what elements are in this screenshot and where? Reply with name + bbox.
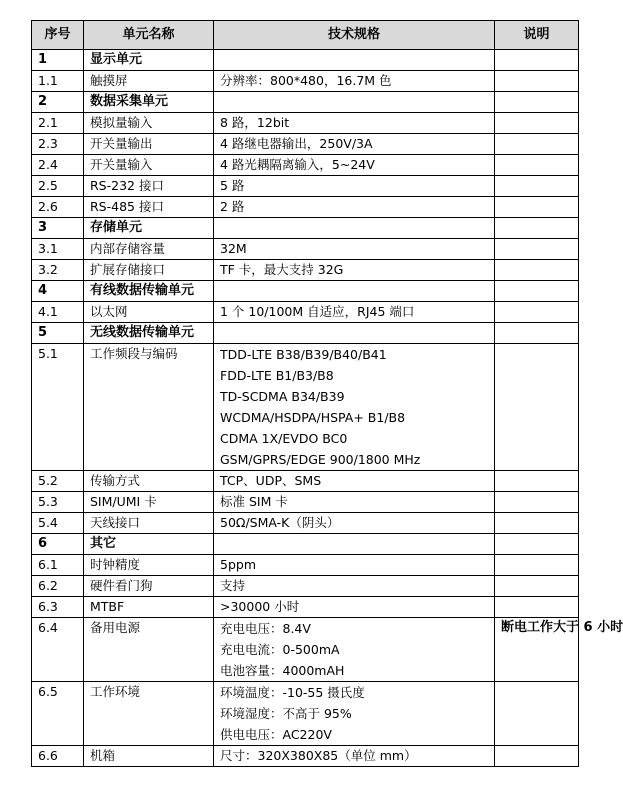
table-row [32, 344, 579, 471]
row-note [495, 71, 579, 92]
row-note [495, 302, 579, 323]
section-note-empty [495, 281, 579, 302]
row-note [495, 260, 579, 281]
section-row [32, 323, 579, 344]
row-unit-name: MTBF [84, 597, 214, 618]
row-unit-name: 内部存储容量 [84, 239, 214, 260]
row-index: 3.2 [32, 260, 84, 281]
section-note-empty [495, 534, 579, 555]
row-unit-name: 工作频段与编码 [84, 344, 214, 471]
row-index: 2.1 [32, 113, 84, 134]
table-row [32, 576, 579, 597]
row-note [495, 555, 579, 576]
table-body [32, 50, 623, 767]
table-row [32, 134, 579, 155]
header-note: 说明 [495, 21, 579, 50]
row-note [495, 576, 579, 597]
spec-table [31, 20, 623, 767]
row-index: 3.1 [32, 239, 84, 260]
row-unit-name: 工作环境 [84, 682, 214, 746]
table-row [32, 260, 579, 281]
section-title: 数据采集单元 [84, 92, 214, 113]
row-unit-name: 硬件看门狗 [84, 576, 214, 597]
row-note [495, 471, 579, 492]
row-spec: 尺寸：320X380X85（单位 mm） [214, 746, 495, 767]
row-index: 2.3 [32, 134, 84, 155]
table-row [32, 113, 579, 134]
row-spec: 5 路 [214, 176, 495, 197]
section-spec-empty [214, 281, 495, 302]
row-unit-name: 传输方式 [84, 471, 214, 492]
table-row [32, 197, 579, 218]
row-unit-name: 开关量输出 [84, 134, 214, 155]
section-index: 3 [32, 218, 84, 239]
row-unit-name: RS-485 接口 [84, 197, 214, 218]
table-row [32, 239, 579, 260]
row-spec: 8 路，12bit [214, 113, 495, 134]
row-spec: 支持 [214, 576, 495, 597]
row-index: 5.1 [32, 344, 84, 471]
row-index: 4.1 [32, 302, 84, 323]
section-title: 存储单元 [84, 218, 214, 239]
spec-line: GSM/GPRS/EDGE 900/1800 MHz [220, 452, 421, 467]
table-row [32, 682, 579, 746]
row-spec: 4 路光耦隔离输入，5~24V [214, 155, 495, 176]
spec-line: WCDMA/HSDPA/HSPA+ B1/B8 [220, 410, 406, 425]
section-title: 显示单元 [84, 50, 214, 71]
spec-line: 环境湿度：不高于 95% [220, 706, 352, 721]
row-note [495, 492, 579, 513]
table-row [32, 746, 579, 767]
table-row [32, 492, 579, 513]
table-header [32, 21, 579, 50]
table-row [32, 302, 579, 323]
row-unit-name: RS-232 接口 [84, 176, 214, 197]
row-index: 2.4 [32, 155, 84, 176]
row-index: 6.3 [32, 597, 84, 618]
row-unit-name: 模拟量输入 [84, 113, 214, 134]
header-row [32, 21, 579, 50]
row-spec [214, 682, 495, 746]
row-unit-name: 备用电源 [84, 618, 214, 682]
section-index: 5 [32, 323, 84, 344]
row-spec: 32M [214, 239, 495, 260]
row-index: 6.5 [32, 682, 84, 746]
section-row [32, 534, 579, 555]
section-title: 其它 [84, 534, 214, 555]
section-spec-empty [214, 50, 495, 71]
row-spec: TF 卡，最大支持 32G [214, 260, 495, 281]
row-spec: 1 个 10/100M 自适应，RJ45 端口 [214, 302, 495, 323]
table-row [32, 555, 579, 576]
spec-line: 电池容量：4000mAH [220, 663, 345, 678]
row-spec [214, 618, 495, 682]
spec-line: FDD-LTE B1/B3/B8 [220, 368, 334, 383]
section-spec-empty [214, 92, 495, 113]
section-spec-empty [214, 218, 495, 239]
row-note [495, 176, 579, 197]
section-note-empty [495, 218, 579, 239]
header-unit-name: 单元名称 [84, 21, 214, 50]
table-row [32, 471, 579, 492]
section-row [32, 218, 579, 239]
table-row [32, 597, 579, 618]
section-index: 1 [32, 50, 84, 71]
row-note: 断电工作大于 6 小时 [495, 618, 579, 682]
row-spec: >30000 小时 [214, 597, 495, 618]
spec-line: 供电电压：AC220V [220, 727, 332, 742]
section-spec-empty [214, 534, 495, 555]
table-row [32, 71, 579, 92]
row-index: 5.3 [32, 492, 84, 513]
spec-line: TD-SCDMA B34/B39 [220, 389, 345, 404]
row-note [495, 155, 579, 176]
row-unit-name: 机箱 [84, 746, 214, 767]
spec-line: 环境温度：-10-55 摄氏度 [220, 685, 365, 700]
row-unit-name: 以太网 [84, 302, 214, 323]
table-row [32, 155, 579, 176]
row-unit-name: 时钟精度 [84, 555, 214, 576]
section-title: 无线数据传输单元 [84, 323, 214, 344]
row-unit-name: 扩展存储接口 [84, 260, 214, 281]
spec-line: TDD-LTE B38/B39/B40/B41 [220, 347, 387, 362]
row-unit-name: SIM/UMI 卡 [84, 492, 214, 513]
section-note-empty [495, 92, 579, 113]
row-spec: TCP、UDP、SMS [214, 471, 495, 492]
row-index: 6.4 [32, 618, 84, 682]
row-index: 1.1 [32, 71, 84, 92]
row-note [495, 513, 579, 534]
row-note [495, 197, 579, 218]
section-row [32, 281, 579, 302]
table-row [32, 618, 579, 682]
row-spec: 分辨率：800*480，16.7M 色 [214, 71, 495, 92]
section-row [32, 50, 579, 71]
row-unit-name: 开关量输入 [84, 155, 214, 176]
table-row [32, 176, 579, 197]
section-spec-empty [214, 323, 495, 344]
header-index: 序号 [32, 21, 84, 50]
row-index: 2.5 [32, 176, 84, 197]
row-index: 2.6 [32, 197, 84, 218]
row-note [495, 746, 579, 767]
row-index: 5.4 [32, 513, 84, 534]
row-spec: 50Ω/SMA-K（阴头） [214, 513, 495, 534]
section-index: 6 [32, 534, 84, 555]
row-spec: 2 路 [214, 197, 495, 218]
row-index: 6.2 [32, 576, 84, 597]
row-index: 5.2 [32, 471, 84, 492]
section-index: 2 [32, 92, 84, 113]
row-spec: 标准 SIM 卡 [214, 492, 495, 513]
row-note [495, 134, 579, 155]
row-spec: 4 路继电器输出，250V/3A [214, 134, 495, 155]
row-unit-name: 触摸屏 [84, 71, 214, 92]
spec-line: 充电电流：0-500mA [220, 642, 340, 657]
section-note-empty [495, 323, 579, 344]
spec-line: 充电电压：8.4V [220, 621, 311, 636]
row-note [495, 113, 579, 134]
section-index: 4 [32, 281, 84, 302]
row-spec: 5ppm [214, 555, 495, 576]
header-spec: 技术规格 [214, 21, 495, 50]
row-note [495, 239, 579, 260]
section-note-empty [495, 50, 579, 71]
row-unit-name: 天线接口 [84, 513, 214, 534]
row-spec [214, 344, 495, 471]
row-note [495, 682, 579, 746]
table-row [32, 513, 579, 534]
section-title: 有线数据传输单元 [84, 281, 214, 302]
row-note [495, 597, 579, 618]
section-row [32, 92, 579, 113]
spec-line: CDMA 1X/EVDO BC0 [220, 431, 348, 446]
row-note [495, 344, 579, 471]
row-index: 6.6 [32, 746, 84, 767]
row-index: 6.1 [32, 555, 84, 576]
